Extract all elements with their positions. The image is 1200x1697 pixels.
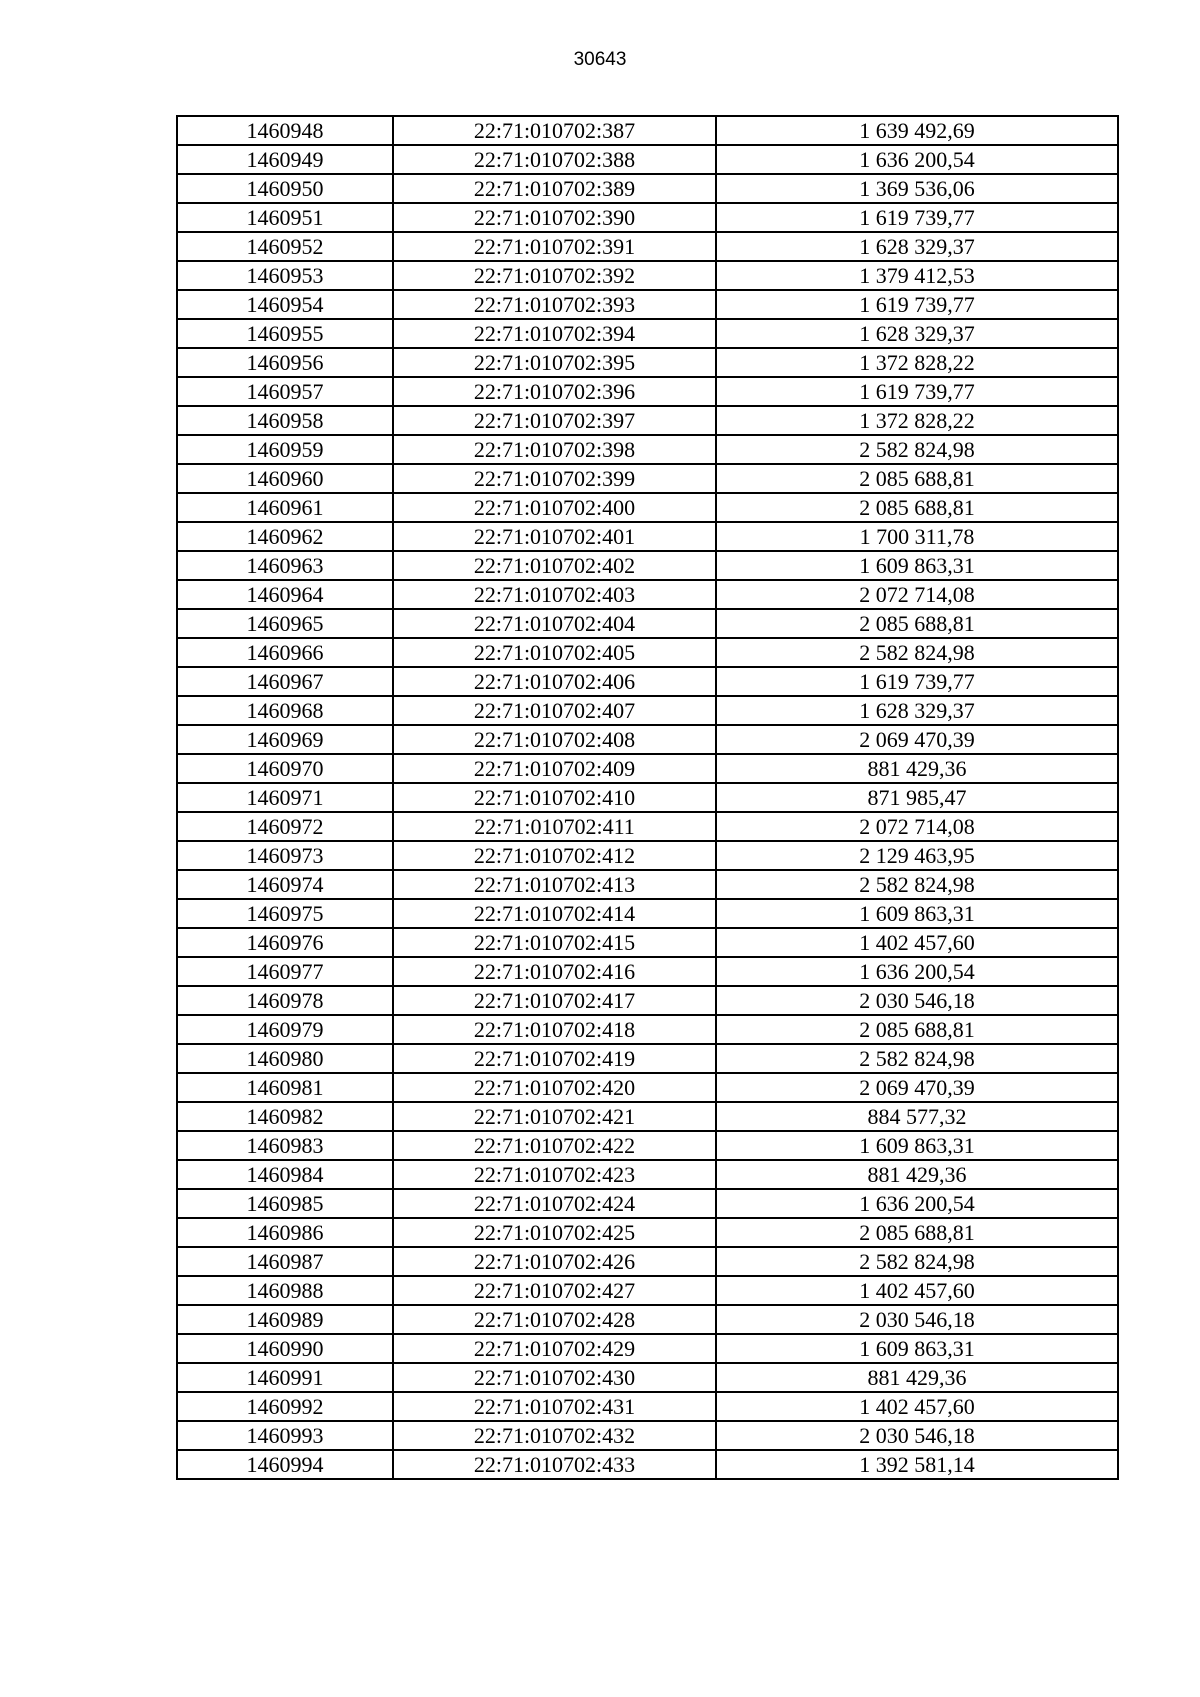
table-row	[177, 580, 1118, 609]
table-row	[177, 174, 1118, 203]
cadastral-number-cell: 22:71:010702:410	[393, 783, 716, 812]
table-row	[177, 145, 1118, 174]
cadastral-number-cell: 22:71:010702:409	[393, 754, 716, 783]
cadastral-number-cell: 22:71:010702:432	[393, 1421, 716, 1450]
cadastral-value-cell: 1 609 863,31	[716, 899, 1118, 928]
row-number-cell: 1460980	[177, 1044, 393, 1073]
row-number-cell: 1460965	[177, 609, 393, 638]
row-number-cell: 1460952	[177, 232, 393, 261]
cadastral-value-cell: 884 577,32	[716, 1102, 1118, 1131]
row-number-cell: 1460978	[177, 986, 393, 1015]
cadastral-value-cell: 2 582 824,98	[716, 870, 1118, 899]
table-row	[177, 783, 1118, 812]
row-number-cell: 1460959	[177, 435, 393, 464]
cadastral-value-cell: 1 619 739,77	[716, 667, 1118, 696]
cadastral-value-cell: 2 030 546,18	[716, 1305, 1118, 1334]
row-number-cell: 1460961	[177, 493, 393, 522]
cadastral-value-cell: 1 619 739,77	[716, 290, 1118, 319]
row-number-cell: 1460962	[177, 522, 393, 551]
table-row	[177, 377, 1118, 406]
row-number-cell: 1460974	[177, 870, 393, 899]
cadastral-value-cell: 1 609 863,31	[716, 1131, 1118, 1160]
row-number-cell: 1460988	[177, 1276, 393, 1305]
cadastral-number-cell: 22:71:010702:389	[393, 174, 716, 203]
cadastral-value-cell: 2 069 470,39	[716, 1073, 1118, 1102]
cadastral-value-cell: 881 429,36	[716, 1363, 1118, 1392]
table-row	[177, 638, 1118, 667]
cadastral-value-cell: 881 429,36	[716, 754, 1118, 783]
row-number-cell: 1460981	[177, 1073, 393, 1102]
table-row	[177, 435, 1118, 464]
cadastral-number-cell: 22:71:010702:399	[393, 464, 716, 493]
table-row	[177, 1334, 1118, 1363]
cadastral-value-cell: 2 085 688,81	[716, 1015, 1118, 1044]
cadastral-number-cell: 22:71:010702:407	[393, 696, 716, 725]
cadastral-number-cell: 22:71:010702:392	[393, 261, 716, 290]
row-number-cell: 1460983	[177, 1131, 393, 1160]
row-number-cell: 1460979	[177, 1015, 393, 1044]
cadastral-number-cell: 22:71:010702:394	[393, 319, 716, 348]
cadastral-value-cell: 1 628 329,37	[716, 696, 1118, 725]
table-row	[177, 1131, 1118, 1160]
cadastral-number-cell: 22:71:010702:427	[393, 1276, 716, 1305]
cadastral-number-cell: 22:71:010702:416	[393, 957, 716, 986]
row-number-cell: 1460956	[177, 348, 393, 377]
cadastral-number-cell: 22:71:010702:425	[393, 1218, 716, 1247]
table-row	[177, 812, 1118, 841]
cadastral-value-cell: 871 985,47	[716, 783, 1118, 812]
cadastral-value-cell: 1 372 828,22	[716, 348, 1118, 377]
table-row	[177, 232, 1118, 261]
cadastral-number-cell: 22:71:010702:402	[393, 551, 716, 580]
cadastral-number-cell: 22:71:010702:413	[393, 870, 716, 899]
table-row	[177, 290, 1118, 319]
cadastral-number-cell: 22:71:010702:400	[393, 493, 716, 522]
cadastral-number-cell: 22:71:010702:412	[393, 841, 716, 870]
cadastral-value-table	[176, 115, 1119, 1480]
cadastral-number-cell: 22:71:010702:403	[393, 580, 716, 609]
table-row	[177, 870, 1118, 899]
cadastral-value-cell: 1 636 200,54	[716, 145, 1118, 174]
row-number-cell: 1460963	[177, 551, 393, 580]
cadastral-value-cell: 1 609 863,31	[716, 551, 1118, 580]
row-number-cell: 1460953	[177, 261, 393, 290]
row-number-cell: 1460989	[177, 1305, 393, 1334]
table-row	[177, 116, 1118, 145]
row-number-cell: 1460964	[177, 580, 393, 609]
cadastral-value-cell: 2 085 688,81	[716, 493, 1118, 522]
table-row	[177, 1450, 1118, 1479]
cadastral-number-cell: 22:71:010702:431	[393, 1392, 716, 1421]
cadastral-value-cell: 1 402 457,60	[716, 1392, 1118, 1421]
cadastral-value-cell: 2 085 688,81	[716, 464, 1118, 493]
cadastral-number-cell: 22:71:010702:419	[393, 1044, 716, 1073]
cadastral-number-cell: 22:71:010702:408	[393, 725, 716, 754]
table-row	[177, 928, 1118, 957]
cadastral-number-cell: 22:71:010702:395	[393, 348, 716, 377]
row-number-cell: 1460969	[177, 725, 393, 754]
cadastral-number-cell: 22:71:010702:405	[393, 638, 716, 667]
cadastral-number-cell: 22:71:010702:401	[393, 522, 716, 551]
table-row	[177, 841, 1118, 870]
row-number-cell: 1460966	[177, 638, 393, 667]
cadastral-number-cell: 22:71:010702:414	[393, 899, 716, 928]
row-number-cell: 1460990	[177, 1334, 393, 1363]
table-row	[177, 464, 1118, 493]
cadastral-value-cell: 2 582 824,98	[716, 435, 1118, 464]
table-row	[177, 406, 1118, 435]
row-number-cell: 1460977	[177, 957, 393, 986]
row-number-cell: 1460970	[177, 754, 393, 783]
cadastral-value-cell: 2 069 470,39	[716, 725, 1118, 754]
cadastral-number-cell: 22:71:010702:411	[393, 812, 716, 841]
cadastral-value-cell: 1 628 329,37	[716, 319, 1118, 348]
row-number-cell: 1460993	[177, 1421, 393, 1450]
cadastral-number-cell: 22:71:010702:391	[393, 232, 716, 261]
cadastral-number-cell: 22:71:010702:396	[393, 377, 716, 406]
table-row	[177, 1218, 1118, 1247]
table-row	[177, 203, 1118, 232]
row-number-cell: 1460986	[177, 1218, 393, 1247]
table-row	[177, 899, 1118, 928]
table-row	[177, 348, 1118, 377]
table-row	[177, 1102, 1118, 1131]
row-number-cell: 1460994	[177, 1450, 393, 1479]
row-number-cell: 1460967	[177, 667, 393, 696]
table-row	[177, 754, 1118, 783]
cadastral-value-cell: 2 582 824,98	[716, 1044, 1118, 1073]
table-row	[177, 1276, 1118, 1305]
row-number-cell: 1460975	[177, 899, 393, 928]
cadastral-number-cell: 22:71:010702:433	[393, 1450, 716, 1479]
row-number-cell: 1460972	[177, 812, 393, 841]
cadastral-number-cell: 22:71:010702:426	[393, 1247, 716, 1276]
cadastral-number-cell: 22:71:010702:415	[393, 928, 716, 957]
cadastral-value-cell: 1 636 200,54	[716, 1189, 1118, 1218]
cadastral-value-cell: 1 609 863,31	[716, 1334, 1118, 1363]
cadastral-value-cell: 1 402 457,60	[716, 1276, 1118, 1305]
cadastral-value-cell: 1 628 329,37	[716, 232, 1118, 261]
cadastral-value-cell: 881 429,36	[716, 1160, 1118, 1189]
cadastral-value-cell: 2 030 546,18	[716, 1421, 1118, 1450]
row-number-cell: 1460960	[177, 464, 393, 493]
table-row	[177, 725, 1118, 754]
page-number: 30643	[573, 49, 627, 70]
cadastral-number-cell: 22:71:010702:418	[393, 1015, 716, 1044]
cadastral-value-cell: 2 085 688,81	[716, 1218, 1118, 1247]
row-number-cell: 1460973	[177, 841, 393, 870]
row-number-cell: 1460948	[177, 116, 393, 145]
cadastral-value-cell: 1 619 739,77	[716, 377, 1118, 406]
cadastral-number-cell: 22:71:010702:422	[393, 1131, 716, 1160]
row-number-cell: 1460992	[177, 1392, 393, 1421]
table-row	[177, 1247, 1118, 1276]
cadastral-value-cell: 1 636 200,54	[716, 957, 1118, 986]
cadastral-value-cell: 2 129 463,95	[716, 841, 1118, 870]
cadastral-value-cell: 2 582 824,98	[716, 1247, 1118, 1276]
cadastral-number-cell: 22:71:010702:398	[393, 435, 716, 464]
table-row	[177, 1305, 1118, 1334]
cadastral-value-cell: 2 085 688,81	[716, 609, 1118, 638]
table-row	[177, 1392, 1118, 1421]
row-number-cell: 1460958	[177, 406, 393, 435]
row-number-cell: 1460954	[177, 290, 393, 319]
table-row	[177, 319, 1118, 348]
row-number-cell: 1460985	[177, 1189, 393, 1218]
table-row	[177, 1421, 1118, 1450]
table-row	[177, 1073, 1118, 1102]
cadastral-value-cell: 1 639 492,69	[716, 116, 1118, 145]
row-number-cell: 1460971	[177, 783, 393, 812]
cadastral-value-cell: 2 582 824,98	[716, 638, 1118, 667]
cadastral-number-cell: 22:71:010702:420	[393, 1073, 716, 1102]
row-number-cell: 1460984	[177, 1160, 393, 1189]
cadastral-number-cell: 22:71:010702:430	[393, 1363, 716, 1392]
table-row	[177, 986, 1118, 1015]
cadastral-number-cell: 22:71:010702:387	[393, 116, 716, 145]
table-row	[177, 667, 1118, 696]
cadastral-number-cell: 22:71:010702:423	[393, 1160, 716, 1189]
table-row	[177, 261, 1118, 290]
cadastral-value-cell: 2 072 714,08	[716, 812, 1118, 841]
row-number-cell: 1460955	[177, 319, 393, 348]
table-row	[177, 696, 1118, 725]
cadastral-number-cell: 22:71:010702:397	[393, 406, 716, 435]
table-row	[177, 1363, 1118, 1392]
table-row	[177, 522, 1118, 551]
row-number-cell: 1460982	[177, 1102, 393, 1131]
cadastral-value-cell: 2 072 714,08	[716, 580, 1118, 609]
row-number-cell: 1460957	[177, 377, 393, 406]
cadastral-value-cell: 1 369 536,06	[716, 174, 1118, 203]
row-number-cell: 1460987	[177, 1247, 393, 1276]
cadastral-number-cell: 22:71:010702:428	[393, 1305, 716, 1334]
cadastral-value-cell: 1 619 739,77	[716, 203, 1118, 232]
row-number-cell: 1460991	[177, 1363, 393, 1392]
row-number-cell: 1460949	[177, 145, 393, 174]
cadastral-value-cell: 1 402 457,60	[716, 928, 1118, 957]
cadastral-number-cell: 22:71:010702:404	[393, 609, 716, 638]
cadastral-value-cell: 1 392 581,14	[716, 1450, 1118, 1479]
table-row	[177, 1160, 1118, 1189]
cadastral-number-cell: 22:71:010702:390	[393, 203, 716, 232]
cadastral-number-cell: 22:71:010702:393	[393, 290, 716, 319]
row-number-cell: 1460968	[177, 696, 393, 725]
table-row	[177, 1189, 1118, 1218]
cadastral-number-cell: 22:71:010702:388	[393, 145, 716, 174]
cadastral-number-cell: 22:71:010702:421	[393, 1102, 716, 1131]
cadastral-number-cell: 22:71:010702:424	[393, 1189, 716, 1218]
table-body	[177, 116, 1118, 1479]
table-row	[177, 493, 1118, 522]
table-row	[177, 957, 1118, 986]
row-number-cell: 1460951	[177, 203, 393, 232]
table-row	[177, 1015, 1118, 1044]
table-row	[177, 609, 1118, 638]
cadastral-number-cell: 22:71:010702:417	[393, 986, 716, 1015]
cadastral-value-cell: 1 372 828,22	[716, 406, 1118, 435]
row-number-cell: 1460950	[177, 174, 393, 203]
cadastral-number-cell: 22:71:010702:406	[393, 667, 716, 696]
row-number-cell: 1460976	[177, 928, 393, 957]
cadastral-number-cell: 22:71:010702:429	[393, 1334, 716, 1363]
cadastral-value-cell: 1 700 311,78	[716, 522, 1118, 551]
table-row	[177, 1044, 1118, 1073]
cadastral-value-cell: 2 030 546,18	[716, 986, 1118, 1015]
table-row	[177, 551, 1118, 580]
cadastral-value-cell: 1 379 412,53	[716, 261, 1118, 290]
